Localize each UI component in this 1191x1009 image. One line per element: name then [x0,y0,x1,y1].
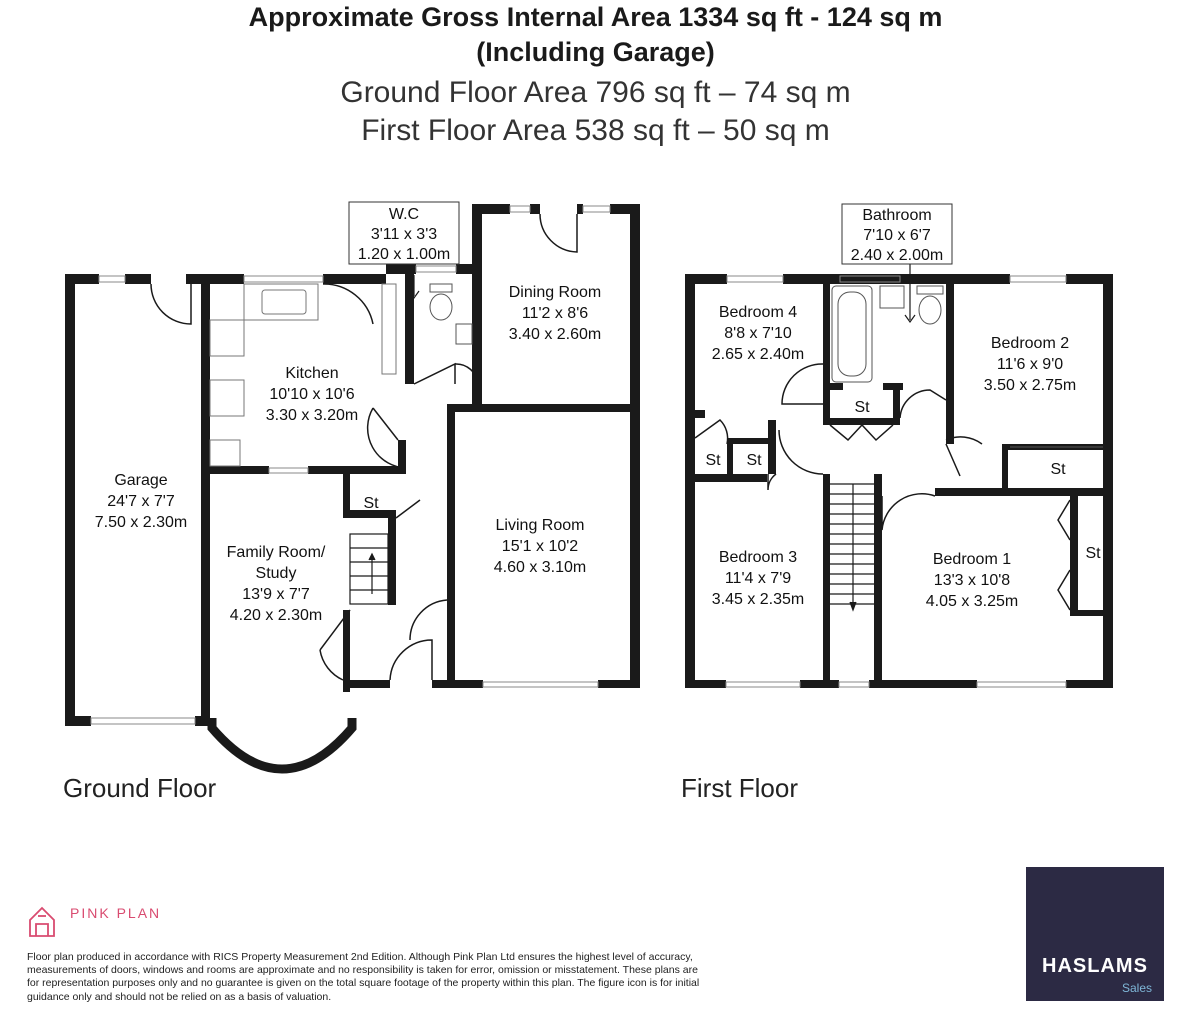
disclaimer-text: Floor plan produced in accordance with RICS Property Measurement 2nd Edition. Although Pink Plan Ltd ensures the highest level of accuracy, measurements of doors, windows and rooms are approximate and no responsibility is taken for error, omission or misstatement. These plans are for representation purposes only and no guarantee is given on the total square footage of the property within this plan. The figure icon is for initial guidance only and should not be relied on as a basis of valuation. [27,951,700,1003]
sink-icon [456,324,472,344]
bedroom1-imperial: 13'3 x 10'8 [933,572,1011,589]
bedroom1-name: Bedroom 1 [932,551,1012,568]
haslams-logo [1026,867,1164,1001]
toilet-icon [919,296,941,324]
family-metric: 4.20 x 2.30m [229,607,323,624]
wc-name: W.C [388,206,420,223]
bathroom-name: Bathroom [862,207,932,224]
sink-icon [262,290,306,314]
bedroom3-name: Bedroom 3 [718,549,798,566]
garage-imperial: 24'7 x 7'7 [107,493,175,510]
ground-floor-walls [65,204,640,726]
store-label-b4b: St [746,452,762,469]
bedroom4-name: Bedroom 4 [718,304,798,321]
wc-imperial: 3'11 x 3'3 [370,226,438,243]
kitchen-metric: 3.30 x 3.20m [265,407,359,424]
bedroom1-metric: 4.05 x 3.25m [925,593,1019,610]
haslams-logo-name: HASLAMS [1042,955,1148,977]
kitchen-imperial: 10'10 x 10'6 [269,386,355,403]
haslams-logo-sub: Sales [1121,981,1152,995]
bedroom3-imperial: 11'4 x 7'9 [724,570,792,587]
living-name: Living Room [495,517,585,534]
toilet-icon [430,294,452,320]
first-staircase [830,484,874,610]
dining-metric: 3.40 x 2.60m [508,326,602,343]
family-imperial: 13'9 x 7'7 [242,586,310,603]
wc-metric: 1.20 x 1.00m [357,246,451,263]
living-metric: 4.60 x 3.10m [493,559,587,576]
wc-fittings [430,284,472,344]
store-label-landing: St [854,399,870,416]
dining-imperial: 11'2 x 8'6 [521,305,589,322]
family-name-2: Study [255,565,297,582]
kitchen-name: Kitchen [285,365,339,382]
first-floor-area: First Floor Area 538 sq ft – 50 sq m [361,114,830,147]
bedroom4-metric: 2.65 x 2.40m [711,346,805,363]
including-garage-note: (Including Garage) [476,37,715,67]
first-floor-label: First Floor [681,773,798,803]
bedroom4-imperial: 8'8 x 7'10 [724,325,792,342]
pink-plan-text: PINK PLAN [70,905,162,921]
bathroom-metric: 2.40 x 2.00m [850,247,944,264]
ground-floor-area: Ground Floor Area 796 sq ft – 74 sq m [340,76,851,109]
store-label-b2: St [1050,461,1066,478]
store-label-ground: St [363,495,379,512]
living-imperial: 15'1 x 10'2 [501,538,579,555]
garage-metric: 7.50 x 2.30m [94,514,188,531]
bedroom2-imperial: 11'6 x 9'0 [996,356,1064,373]
pink-plan-brand [26,905,161,921]
bedroom2-name: Bedroom 2 [990,335,1070,352]
ground-floor-label: Ground Floor [63,773,217,803]
bedroom2-metric: 3.50 x 2.75m [983,377,1077,394]
bedroom3-metric: 3.45 x 2.35m [711,591,805,608]
ground-staircase [350,534,388,604]
bathroom-imperial: 7'10 x 6'7 [863,227,931,244]
store-label-b1: St [1085,545,1101,562]
gross-area-title: Approximate Gross Internal Area 1334 sq ft - 124 sq m [248,2,943,32]
store-label-b4a: St [705,452,721,469]
dining-name: Dining Room [508,284,602,301]
sink-icon [880,286,904,308]
garage-name: Garage [114,472,168,489]
bay-window [212,718,352,769]
family-name-1: Family Room/ [226,544,326,561]
